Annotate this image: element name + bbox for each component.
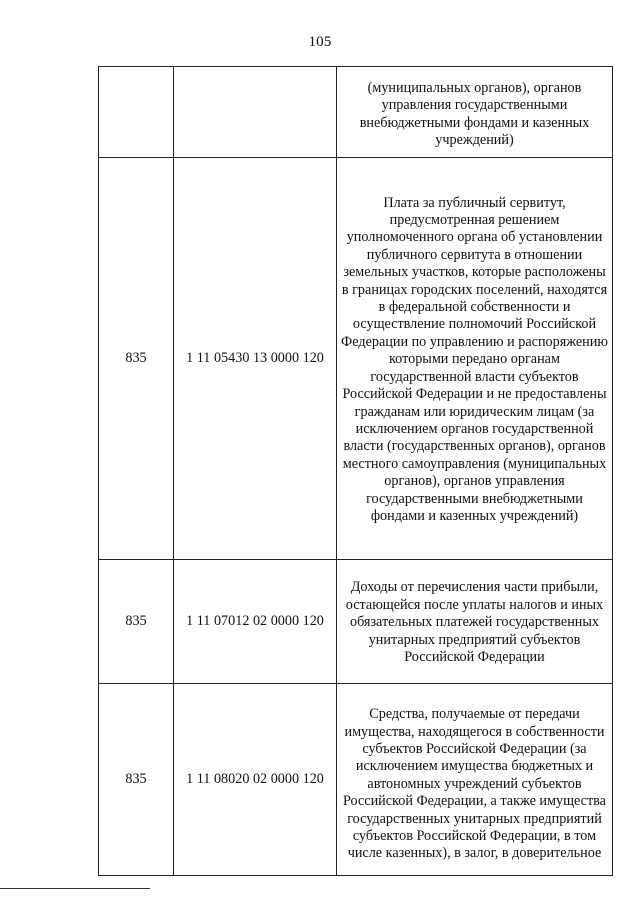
table-row xyxy=(99,158,613,560)
footnote-divider xyxy=(0,888,150,889)
page-number: 105 xyxy=(308,34,332,50)
description-cell: Средства, получаемые от передачи имущества, находящегося в собственности субъектов Российской Федерации (за исключением имущества бюджетных и автономных учреждений субъектов Российской Федерации, а также имущества государственных унитарных предприятий субъектов Российской Федерации, в том числе казенных), в залог, в доверительное xyxy=(337,684,613,876)
table-row xyxy=(99,684,613,876)
kbk-code-cell: 1 11 07012 02 0000 120 xyxy=(174,560,337,684)
admin-code-cell: 835 xyxy=(99,684,174,876)
revenue-codes-table xyxy=(98,66,613,876)
admin-code-cell xyxy=(99,67,174,158)
kbk-code-cell: 1 11 05430 13 0000 120 xyxy=(174,158,337,560)
kbk-code-cell xyxy=(174,67,337,158)
table-row xyxy=(99,560,613,684)
table-row xyxy=(99,67,613,158)
kbk-code-cell: 1 11 08020 02 0000 120 xyxy=(174,684,337,876)
description-cell: Плата за публичный сервитут, предусмотренная решением уполномоченного органа об установлении публичного сервитута в отношении земельных участков, которые расположены в границах городских поселений, находятся в федеральной собственности и осуществление полномочий Российской Федерации по управлению и распоряжению которыми передано органам государственной власти субъектов Российской Федерации и не предоставлены гражданам или юридическим лицам (за исключением органов государственной власти (государственных органов), органов местного самоуправления (муниципальных органов), органов управления государственными внебюджетными фондами и казенных учреждений) xyxy=(337,158,613,560)
description-cell: (муниципальных органов), органов управления государственными внебюджетными фондами и казенных учреждений) xyxy=(337,67,613,158)
admin-code-cell: 835 xyxy=(99,560,174,684)
admin-code-cell: 835 xyxy=(99,158,174,560)
description-cell: Доходы от перечисления части прибыли, остающейся после уплаты налогов и иных обязательных платежей государственных унитарных предприятий субъектов Российской Федерации xyxy=(337,560,613,684)
